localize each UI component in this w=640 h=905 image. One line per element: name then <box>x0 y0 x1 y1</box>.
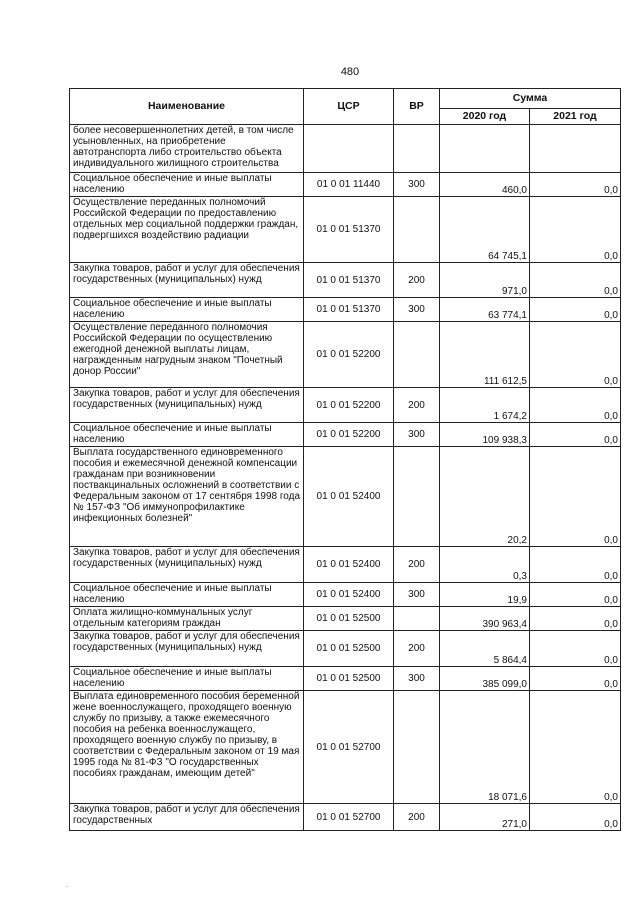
row-csr-cell <box>304 125 394 173</box>
table-row <box>70 263 621 298</box>
row-2021-cell: 0,0 <box>530 547 621 583</box>
row-csr-cell: 01 0 01 52400 <box>304 447 394 547</box>
row-csr-cell: 01 0 01 52700 <box>304 804 394 831</box>
row-csr-cell: 01 0 01 52200 <box>304 423 394 447</box>
table-row <box>70 583 621 607</box>
row-name-cell: Выплата государственного единовременного пособия и ежемесячной денежной компенсации гражданам при возникновении поствакцинальных осложнений в соответствии с Федеральным законом от 17 сентября 1998 года № 157-ФЗ "Об иммунопрофилактике инфекционных болезней" <box>70 447 304 547</box>
row-2020-cell: 0,3 <box>440 547 530 583</box>
header-2021: 2021 год <box>530 109 621 125</box>
row-2020-cell: 971,0 <box>440 263 530 298</box>
row-csr-cell: 01 0 01 52500 <box>304 607 394 631</box>
row-2021-cell: 0,0 <box>530 583 621 607</box>
row-name-cell: Закупка товаров, работ и услуг для обеспечения государственных (муниципальных) нужд <box>70 547 304 583</box>
row-vr-cell <box>394 125 440 173</box>
row-csr-cell: 01 0 01 11440 <box>304 173 394 197</box>
header-2020: 2020 год <box>440 109 530 125</box>
row-2020-cell: 390 963,4 <box>440 607 530 631</box>
row-vr-cell <box>394 322 440 388</box>
row-name-cell: Социальное обеспечение и иные выплаты населению <box>70 173 304 197</box>
row-vr-cell <box>394 447 440 547</box>
page-number: 480 <box>340 66 360 78</box>
row-csr-cell: 01 0 01 52400 <box>304 547 394 583</box>
row-2021-cell: 0,0 <box>530 607 621 631</box>
row-name-cell: Закупка товаров, работ и услуг для обеспечения государственных (муниципальных) нужд <box>70 388 304 423</box>
row-vr-cell: 300 <box>394 667 440 691</box>
row-2021-cell: 0,0 <box>530 298 621 322</box>
row-2020-cell: 271,0 <box>440 804 530 831</box>
row-2020-cell: 18 071,6 <box>440 691 530 804</box>
row-2021-cell: 0,0 <box>530 447 621 547</box>
row-2020-cell: 20,2 <box>440 447 530 547</box>
table-row <box>70 388 621 423</box>
row-2020-cell: 19,9 <box>440 583 530 607</box>
row-2020-cell: 1 674,2 <box>440 388 530 423</box>
row-2021-cell: 0,0 <box>530 263 621 298</box>
table-row <box>70 607 621 631</box>
row-2020-cell: 385 099,0 <box>440 667 530 691</box>
row-csr-cell: 01 0 01 52200 <box>304 388 394 423</box>
table-row <box>70 547 621 583</box>
row-name-cell: Осуществление переданного полномочия Российской Федерации по осуществлению ежегодной денежной выплаты лицам, награжденным нагрудным знаком "Почетный донор России" <box>70 322 304 388</box>
row-2020-cell: 460,0 <box>440 173 530 197</box>
row-2021-cell: 0,0 <box>530 423 621 447</box>
row-name-cell: Социальное обеспечение и иные выплаты населению <box>70 583 304 607</box>
row-2021-cell: 0,0 <box>530 631 621 667</box>
row-csr-cell: 01 0 01 52500 <box>304 667 394 691</box>
row-vr-cell: 300 <box>394 298 440 322</box>
row-vr-cell <box>394 197 440 263</box>
row-csr-cell: 01 0 01 51370 <box>304 197 394 263</box>
row-csr-cell: 01 0 01 52700 <box>304 691 394 804</box>
row-vr-cell <box>394 607 440 631</box>
page-mark: . <box>66 880 69 889</box>
row-2021-cell: 0,0 <box>530 804 621 831</box>
row-2020-cell: 111 612,5 <box>440 322 530 388</box>
row-csr-cell: 01 0 01 52200 <box>304 322 394 388</box>
table-row <box>70 197 621 263</box>
row-2020-cell: 63 774,1 <box>440 298 530 322</box>
row-vr-cell: 300 <box>394 423 440 447</box>
row-name-cell: Социальное обеспечение и иные выплаты населению <box>70 298 304 322</box>
row-2020-cell: 64 745,1 <box>440 197 530 263</box>
row-2021-cell: 0,0 <box>530 388 621 423</box>
row-vr-cell: 300 <box>394 173 440 197</box>
row-name-cell: более несовершеннолетних детей, в том числе усыновленных, на приобретение автотранспорта либо строительство объекта индивидуального жилищного строительства <box>70 125 304 173</box>
row-name-cell: Социальное обеспечение и иные выплаты населению <box>70 423 304 447</box>
row-name-cell: Социальное обеспечение и иные выплаты населению <box>70 667 304 691</box>
row-name-cell: Выплата единовременного пособия беременной жене военнослужащего, проходящего военную службу по призыву, а также ежемесячного пособия на ребенка военнослужащего, проходящего военную службу по призыву, в соответствии с Федеральным законом от 19 мая 1995 года № 81-ФЗ "О государственных пособиях гражданам, имеющим детей" <box>70 691 304 804</box>
row-vr-cell: 200 <box>394 631 440 667</box>
row-2021-cell <box>530 125 621 173</box>
table-row <box>70 804 621 831</box>
row-vr-cell: 200 <box>394 547 440 583</box>
table-row <box>70 447 621 547</box>
row-name-cell: Осуществление переданных полномочий Российской Федерации по предоставлению отдельных мер социальной поддержки граждан, подвергшихся воздействию радиации <box>70 197 304 263</box>
row-2021-cell: 0,0 <box>530 667 621 691</box>
row-2020-cell <box>440 125 530 173</box>
table-row <box>70 173 621 197</box>
header-vr: ВР <box>394 89 440 125</box>
row-2021-cell: 0,0 <box>530 173 621 197</box>
row-2021-cell: 0,0 <box>530 691 621 804</box>
row-name-cell: Закупка товаров, работ и услуг для обеспечения государственных (муниципальных) нужд <box>70 631 304 667</box>
row-name-cell: Закупка товаров, работ и услуг для обеспечения государственных (муниципальных) нужд <box>70 263 304 298</box>
row-vr-cell: 300 <box>394 583 440 607</box>
header-csr: ЦСР <box>304 89 394 125</box>
row-2021-cell: 0,0 <box>530 322 621 388</box>
table-row <box>70 667 621 691</box>
row-vr-cell: 200 <box>394 804 440 831</box>
table-row <box>70 631 621 667</box>
row-name-cell: Закупка товаров, работ и услуг для обеспечения государственных <box>70 804 304 831</box>
row-2020-cell: 5 864,4 <box>440 631 530 667</box>
header-name: Наименование <box>70 89 304 125</box>
row-2021-cell: 0,0 <box>530 197 621 263</box>
budget-table <box>69 88 621 831</box>
row-name-cell: Оплата жилищно-коммунальных услуг отдельным категориям граждан <box>70 607 304 631</box>
row-csr-cell: 01 0 01 52400 <box>304 583 394 607</box>
table-body <box>70 125 621 831</box>
row-2020-cell: 109 938,3 <box>440 423 530 447</box>
header-sum: Сумма <box>440 89 621 109</box>
row-vr-cell <box>394 691 440 804</box>
table-row <box>70 423 621 447</box>
row-vr-cell: 200 <box>394 388 440 423</box>
row-csr-cell: 01 0 01 52500 <box>304 631 394 667</box>
table-row <box>70 691 621 804</box>
table-row <box>70 298 621 322</box>
row-vr-cell: 200 <box>394 263 440 298</box>
row-csr-cell: 01 0 01 51370 <box>304 298 394 322</box>
table-row <box>70 125 621 173</box>
table-row <box>70 322 621 388</box>
row-csr-cell: 01 0 01 51370 <box>304 263 394 298</box>
